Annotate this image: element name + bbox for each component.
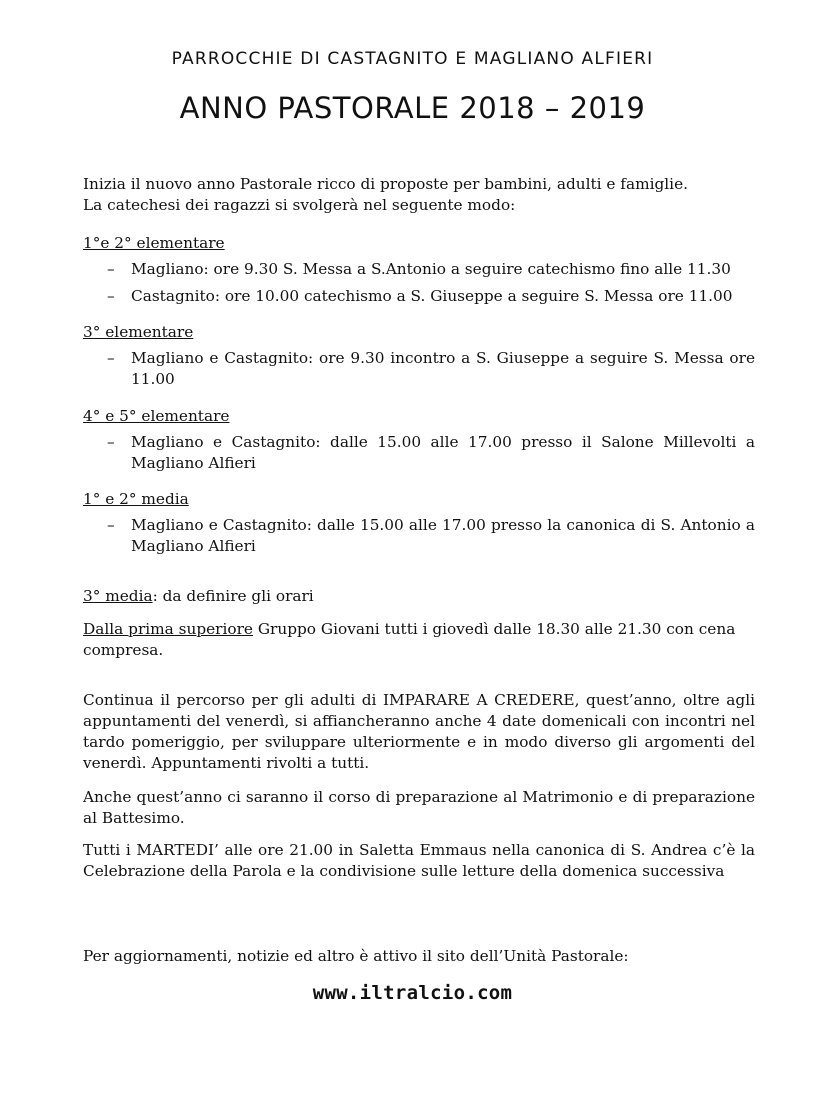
section-heading: 4° e 5° elementare	[83, 407, 230, 425]
section-text: : da definire gli orari	[152, 587, 314, 605]
intro-paragraph	[83, 174, 755, 216]
section-superiore	[83, 619, 755, 661]
preparation-paragraph: Anche quest’anno ci saranno il corso di preparazione al Matrimonio e di preparazione al Battesimo.	[83, 788, 755, 827]
adult-course-paragraph: Continua il percorso per gli adulti di IMPARARE A CREDERE, quest’anno, oltre agli appuntamenti del venerdì, si affiancheranno anche 4 date domenicali con incontri nel tardo pomeriggio, per sviluppare ulteriormente e in modo diverso gli argomenti del venerdì. Appuntamenti rivolti a tutti.	[83, 691, 755, 772]
section-1-2-media	[83, 489, 755, 557]
section-heading: 3° elementare	[83, 323, 194, 341]
section-3-media	[83, 586, 755, 607]
section-heading: 1° e 2° media	[83, 490, 189, 508]
section-1-2-elementare	[83, 233, 755, 307]
intro-line-2: La catechesi dei ragazzi si svolgerà nel seguente modo:	[83, 196, 516, 214]
website-link[interactable]: www.iltralcio.com	[312, 982, 513, 1004]
list-item: – Castagnito: ore 10.00 catechismo a S. Giuseppe a seguire S. Messa ore 11.00	[83, 286, 755, 307]
section-heading: 3° media	[83, 587, 153, 605]
section-4-5-elementare	[83, 406, 755, 474]
list-item: – Magliano e Castagnito: ore 9.30 incontro a S. Giuseppe a seguire S. Messa ore 11.00	[83, 348, 755, 390]
intro-line-1: Inizia il nuovo anno Pastorale ricco di proposte per bambini, adulti e famiglie.	[83, 175, 688, 193]
section-text: Gruppo Giovani tutti i giovedì dalle 18.30 alle 21.30 con cena compresa.	[83, 620, 736, 659]
list-item: – Magliano e Castagnito: dalle 15.00 alle 17.00 presso il Salone Millevolti a Magliano Alfieri	[83, 432, 755, 474]
footer-note: Per aggiornamenti, notizie ed altro è attivo il sito dell’Unità Pastorale:	[83, 947, 629, 965]
section-heading: 1°e 2° elementare	[83, 234, 225, 252]
section-3-elementare	[83, 322, 755, 390]
tuesday-paragraph: Tutti i MARTEDI’ alle ore 21.00 in Saletta Emmaus nella canonica di S. Andrea c’è la Celebrazione della Parola e la condivisione sulle letture della domenica successiva	[83, 841, 755, 880]
list-item: – Magliano: ore 9.30 S. Messa a S.Antonio a seguire catechismo fino alle 11.30	[83, 259, 755, 280]
page-title: ANNO PASTORALE 2018 – 2019	[179, 91, 646, 125]
section-heading: Dalla prima superiore	[83, 620, 253, 638]
parish-subtitle: PARROCCHIE DI CASTAGNITO E MAGLIANO ALFIERI	[171, 49, 654, 69]
list-item: – Magliano e Castagnito: dalle 15.00 alle 17.00 presso la canonica di S. Antonio a Magliano Alfieri	[83, 515, 755, 557]
